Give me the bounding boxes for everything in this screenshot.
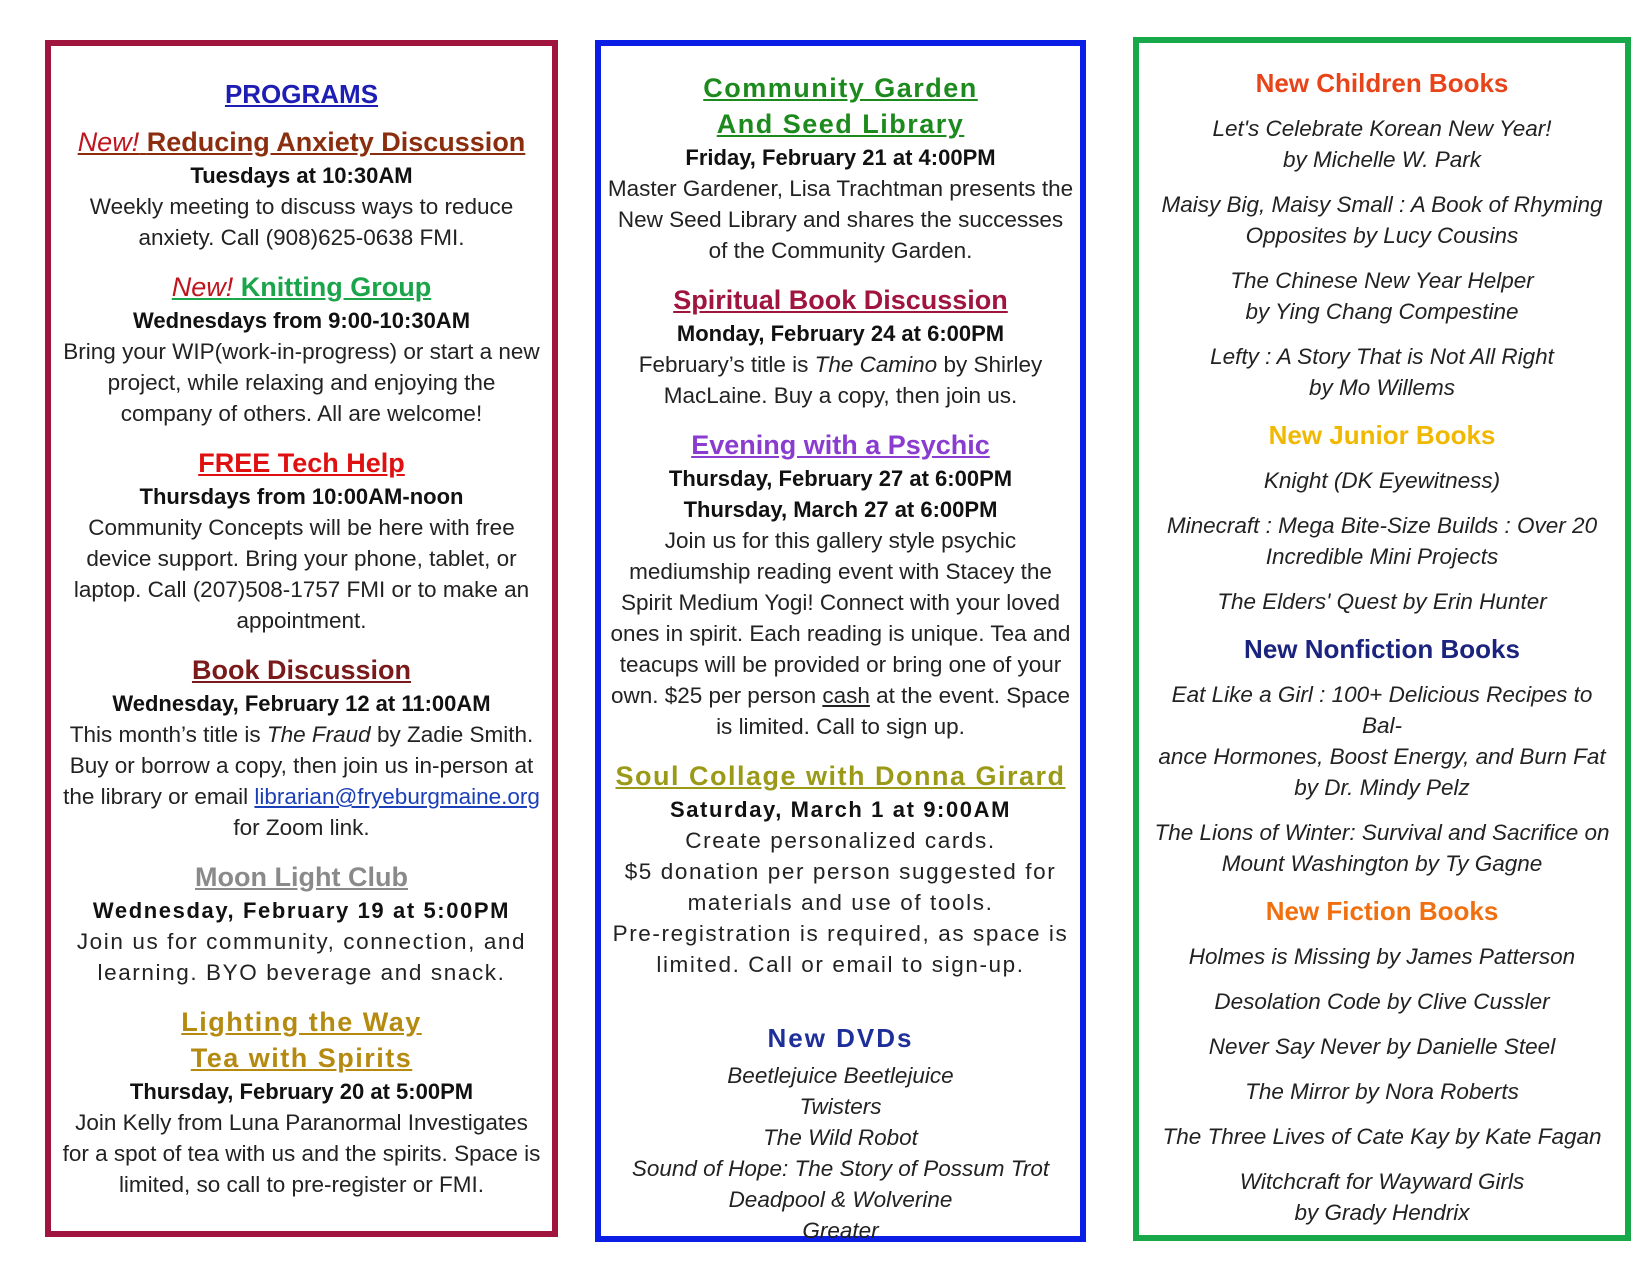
spiritual-desc: February’s title is The Camino by Shirley MacLaine. Buy a copy, then join us. (638, 352, 1043, 408)
knitting-desc: Bring your WIP(work-in-progress) or start a new project, while relaxing and enjoying the company of others. All are welcome! (63, 339, 540, 426)
programs-panel (45, 40, 558, 1237)
lighting-when: Thursday, February 20 at 5:00PM (129, 1079, 474, 1104)
book-item: The Three Lives of Cate Kay by Kate Fagan (1162, 1124, 1602, 1149)
book-title-italic: The Fraud (266, 722, 371, 747)
book-item: Never Say Never by Danielle Steel (1208, 1034, 1556, 1059)
spiritual-title: Spiritual Book Discussion (673, 285, 1008, 315)
lighting-title-1: Lighting the Way (181, 1007, 422, 1037)
dvd-item: Greater (802, 1218, 879, 1243)
fiction-heading: New Fiction Books (1265, 896, 1499, 926)
psychic-when-2: Thursday, March 27 at 6:00PM (683, 497, 998, 522)
garden-title-2: And Seed Library (716, 109, 965, 139)
anxiety-title-text: Reducing Anxiety Discussion (146, 127, 526, 157)
email-link[interactable]: librarian@fryeburgmaine.org (254, 784, 540, 809)
garden-when: Friday, February 21 at 4:00PM (685, 145, 996, 170)
psychic-when-1: Thursday, February 27 at 6:00PM (668, 466, 1013, 491)
book-item: Holmes is Missing by James Patterson (1188, 944, 1576, 969)
book-item: Minecraft : Mega Bite-Size Builds : Over 20 Incredible Mini Projects (1166, 513, 1598, 569)
book-item: Let's Celebrate Korean New Year! by Michelle W. Park (1212, 116, 1552, 172)
new-tag: New! (77, 127, 140, 157)
middle-panel (595, 40, 1086, 1242)
book-item: The Chinese New Year Helper by Ying Chang Compestine (1230, 268, 1534, 324)
anxiety-desc: Weekly meeting to discuss ways to reduce anxiety. Call (908)625-0638 FMI. (89, 194, 514, 250)
psychic-title: Evening with a Psychic (691, 430, 990, 460)
dvd-item: The Wild Robot (763, 1125, 918, 1150)
psychic-desc: Join us for this gallery style psychic mediumship reading event with Stacey the Spirit Medium Yogi! Connect with your loved ones in spirit. Each reading is unique. Tea and teacups will be provided or bring one of your own. $25 per person cash at the event. Space is limited. Call to sign up. (610, 528, 1071, 739)
book-item: Lefty : A Story That is Not All Right by Mo Willems (1210, 344, 1554, 400)
soul-line-3: Pre-registration is required, as space is limited. Call or email to sign-up. (612, 921, 1069, 977)
tech-when: Thursdays from 10:00AM-noon (139, 484, 464, 509)
book-item: Maisy Big, Maisy Small : A Book of Rhyming Opposites by Lucy Cousins (1161, 192, 1603, 248)
book-item: Desolation Code by Clive Cussler (1214, 989, 1550, 1014)
nonfiction-heading: New Nonfiction Books (1244, 634, 1520, 664)
soul-line-2: $5 donation per person suggested for materials and use of tools. (624, 859, 1057, 915)
new-books-panel (1133, 37, 1631, 1241)
anxiety-when: Tuesdays at 10:30AM (190, 163, 413, 188)
anxiety-title (61, 124, 542, 160)
dvd-item: Deadpool & Wolverine (728, 1187, 953, 1212)
soul-when: Saturday, March 1 at 9:00AM (669, 797, 1012, 822)
junior-heading: New Junior Books (1268, 420, 1496, 450)
book-item: The Mirror by Nora Roberts (1245, 1079, 1519, 1104)
knitting-when: Wednesdays from 9:00-10:30AM (132, 308, 471, 333)
dvd-item: Twisters (799, 1094, 882, 1119)
programs-heading: PROGRAMS (224, 79, 379, 109)
dvd-item: Beetlejuice Beetlejuice (727, 1063, 954, 1088)
spiritual-when: Monday, February 24 at 6:00PM (676, 321, 1005, 346)
moon-desc: Join us for community, connection, and learning. BYO beverage and snack. (76, 929, 527, 985)
moon-title: Moon Light Club (195, 862, 408, 892)
soul-title: Soul Collage with Donna Girard (615, 761, 1066, 791)
lighting-title-2: Tea with Spirits (190, 1043, 413, 1073)
tech-desc: Community Concepts will be here with free device support. Bring your phone, tablet, or laptop. Call (207)508-1757 FMI or to make an appointment. (73, 515, 530, 633)
book-item: The Elders' Quest by Erin Hunter (1217, 589, 1547, 614)
book-item: Eat Like a Girl : 100+ Delicious Recipes to Bal- ance Hormones, Boost Energy, and Burn Fat by Dr. Mindy Pelz (1158, 682, 1606, 800)
dvd-item: Sound of Hope: The Story of Possum Trot (631, 1156, 1050, 1181)
book-item: The Lions of Winter: Survival and Sacrifice on Mount Washington by Ty Gagne (1154, 820, 1610, 876)
knitting-title-text: Knitting Group (240, 272, 432, 302)
dvds-heading: New DVDs (767, 1023, 914, 1053)
soul-line-1: Create personalized cards. (685, 828, 996, 853)
children-heading: New Children Books (1255, 68, 1509, 98)
lighting-desc: Join Kelly from Luna Paranormal Investigates for a spot of tea with us and the spirits. Space is limited, so call to pre-register or FMI. (62, 1110, 541, 1197)
new-tag: New! (171, 272, 234, 302)
book-desc: This month’s title is The Fraud by Zadie Smith. Buy or borrow a copy, then join us in-person at the library or email librarian@fryeburgmaine.org for Zoom link. (63, 722, 540, 840)
book-when: Wednesday, February 12 at 11:00AM (112, 691, 491, 716)
spiritual-title-italic: The Camino (814, 352, 938, 377)
garden-title-1: Community Garden (703, 73, 978, 103)
moon-when: Wednesday, February 19 at 5:00PM (92, 898, 511, 923)
book-item: Witchcraft for Wayward Girls by Grady Hendrix (1239, 1169, 1525, 1225)
tech-title: FREE Tech Help (198, 448, 405, 478)
book-title: Book Discussion (191, 655, 412, 685)
knitting-title (61, 269, 542, 305)
book-item: Knight (DK Eyewitness) (1263, 468, 1501, 493)
garden-desc: Master Gardener, Lisa Trachtman presents the New Seed Library and shares the successes of the Community Garden. (607, 176, 1074, 263)
